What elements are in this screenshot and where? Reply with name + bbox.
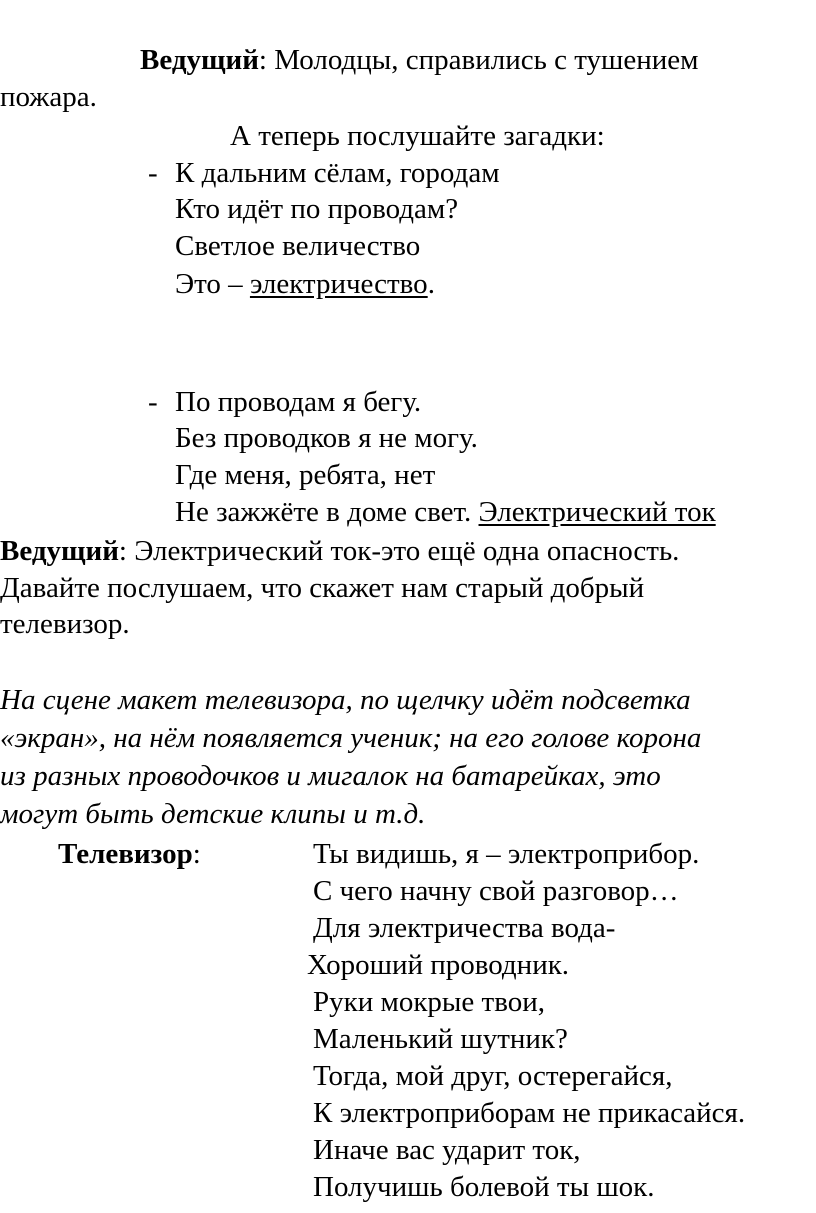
stage-direction-line-2: «экран», на нём появляется ученик; на его голове корона (0, 722, 702, 754)
stage-direction-line-3: из разных проводочков и мигалок на батарейках, это (0, 760, 661, 792)
tv-line: К электроприборам не прикасайся. (313, 1097, 746, 1129)
intro-line-2: пожара. (0, 81, 97, 113)
tv-line: Получишь болевой ты шок. (313, 1171, 655, 1203)
riddle2-answer: Электрический ток (478, 496, 716, 528)
host2-line-2: Давайте послушаем, что скажет нам старый добрый (0, 572, 645, 604)
intro-line-3: А теперь послушайте загадки: (230, 120, 605, 152)
tv-line: Руки мокрые твои, (313, 986, 545, 1018)
riddle2-line-4: Не зажжёте в доме свет. Электрический ток (175, 496, 716, 528)
host2-line-1: Ведущий: Электрический ток-это ещё одна опасность. (0, 535, 680, 567)
tv-speaker: Телевизор: (58, 838, 201, 870)
riddle1-line-4: Это – электричество. (175, 268, 435, 300)
tv-line: Хороший проводник. (307, 949, 570, 981)
riddle1-dash: - (148, 157, 158, 189)
tv-line: Тогда, мой друг, остерегайся, (313, 1060, 673, 1092)
host2-line-3: телевизор. (0, 608, 130, 640)
tv-line: Маленький шутник? (313, 1023, 568, 1055)
tv-line: Иначе вас ударит ток, (313, 1134, 581, 1166)
riddle2-dash: - (148, 386, 158, 418)
tv-line: С чего начну свой разговор… (313, 875, 679, 907)
riddle2-line-3: Где меня, ребята, нет (175, 459, 436, 491)
speaker-label: Ведущий (0, 535, 119, 567)
stage-direction-line-1: На сцене макет телевизора, по щелчку идёт подсветка (0, 684, 691, 716)
riddle1-line-1: К дальним сёлам, городам (175, 157, 500, 189)
riddle2-line-2: Без проводков я не могу. (175, 422, 478, 454)
tv-line: Для электричества вода- (313, 912, 616, 944)
speaker-label: Телевизор (58, 838, 193, 870)
stage-direction-line-4: могут быть детские клипы и т.д. (0, 798, 426, 830)
riddle1-line-2: Кто идёт по проводам? (175, 193, 459, 225)
tv-line: Ты видишь, я – электроприбор. (313, 838, 700, 870)
riddle2-line-1: По проводам я бегу. (175, 386, 422, 418)
riddle1-answer: электричество (249, 268, 428, 300)
riddle1-line-3: Светлое величество (175, 230, 421, 262)
intro-line-1: Ведущий: Молодцы, справились с тушением (140, 44, 699, 76)
speaker-label: Ведущий (140, 44, 259, 76)
